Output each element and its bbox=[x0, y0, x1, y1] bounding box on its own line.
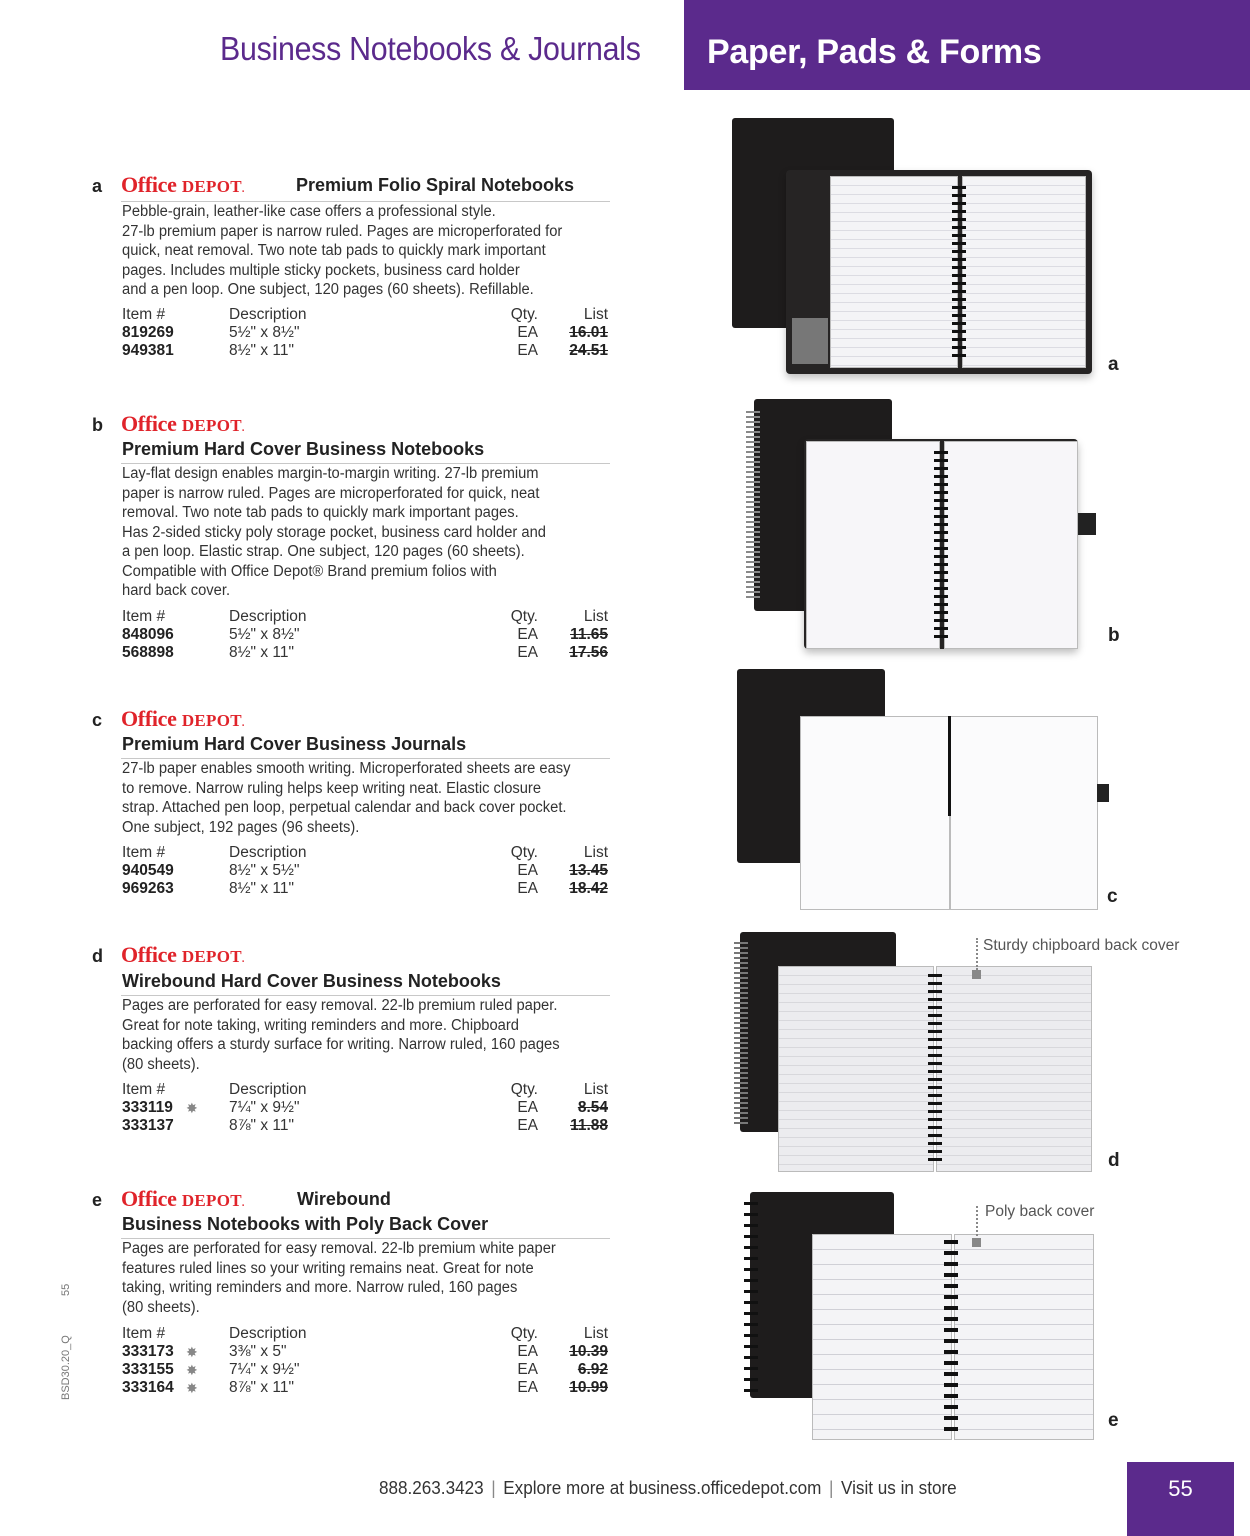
product-title: Premium Folio Spiral Notebooks bbox=[296, 175, 575, 195]
image-label: e bbox=[1108, 1410, 1119, 1431]
callout-marker bbox=[972, 970, 981, 979]
product-title-line-1: Wirebound bbox=[297, 1189, 391, 1209]
notebook-page-right bbox=[954, 1234, 1094, 1440]
table-header: Item # Description Qty. List bbox=[122, 1081, 608, 1098]
table-row: 969263 8½" x 11" EA 18.42 bbox=[122, 880, 608, 897]
notebook-page-right bbox=[944, 441, 1078, 649]
table-header: Item # Description Qty. List bbox=[122, 306, 608, 323]
table-row: 940549 8½" x 5½" EA 13.45 bbox=[122, 862, 608, 879]
image-label: c bbox=[1107, 886, 1118, 907]
product-table bbox=[122, 1080, 608, 1135]
pen-loop bbox=[1078, 513, 1096, 535]
product-table bbox=[122, 607, 608, 662]
table-row: 333164 ✸ 8⅞" x 11" EA 10.99 bbox=[122, 1379, 608, 1396]
spiral-binding bbox=[934, 451, 948, 641]
spiral-binding bbox=[944, 1240, 958, 1434]
section-title: Business Notebooks & Journals bbox=[220, 30, 641, 67]
product-table bbox=[122, 843, 608, 898]
product-image-a bbox=[730, 118, 1150, 388]
page-number: 55 bbox=[1168, 1476, 1193, 1501]
footer: 888.263.3423 | Explore more at business.officedepot.com | Visit us in store bbox=[379, 1478, 957, 1498]
product-description: Lay-flat design enables margin-to-margin writing. 27-lb premium paper is narrow ruled. Pages are microperforated for quick, neat removal. Two note tab pads to quickly mark important pages. Has 2-sided sticky poly storage pocket, business card holder and a pen loop. Elastic strap. One subject, 120 pages (60 sheets). Compatible with Office Depot® Brand premium folios with hard back cover. bbox=[122, 465, 546, 599]
callout-label: Sturdy chipboard back cover bbox=[983, 937, 1180, 954]
journal-page-left bbox=[800, 716, 950, 910]
product-letter: d bbox=[92, 946, 103, 966]
product-title-line-2: Business Notebooks with Poly Back Cover bbox=[122, 1214, 489, 1234]
side-page-number: 55 bbox=[60, 1283, 72, 1296]
notebook-page-right bbox=[936, 966, 1092, 1172]
callout-marker bbox=[972, 1238, 981, 1247]
table-row: 333155 ✸ 7¼" x 9½" EA 6.92 bbox=[122, 1361, 608, 1378]
notebook-page-left bbox=[830, 176, 958, 368]
office-depot-logo: Office DEPOT. bbox=[121, 172, 245, 197]
office-depot-logo: Office DEPOT. bbox=[121, 1186, 245, 1211]
product-table bbox=[122, 305, 608, 360]
notebook-page-right bbox=[962, 176, 1086, 368]
product-description: Pebble-grain, leather-like case offers a professional style. 27-lb premium paper is narrow ruled. Pages are microperforated for quick, neat removal. Two note tab pads to quickly mark important pages. Includes multiple sticky pockets, business card holder and a pen loop. One subject, 120 pages (60 sheets). Refillable. bbox=[122, 203, 563, 298]
image-label: d bbox=[1108, 1150, 1120, 1171]
product-title: Wirebound Hard Cover Business Notebooks bbox=[122, 971, 501, 991]
table-header: Item # Description Qty. List bbox=[122, 1325, 608, 1342]
callout-pointer bbox=[976, 938, 978, 970]
new-item-icon: ✸ bbox=[186, 1380, 198, 1396]
table-row: 333173 ✸ 3⅜" x 5" EA 10.39 bbox=[122, 1343, 608, 1360]
table-row: 568898 8½" x 11" EA 17.56 bbox=[122, 644, 608, 661]
callout-label: Poly back cover bbox=[985, 1203, 1095, 1220]
product-letter: a bbox=[92, 176, 103, 196]
product-image-e bbox=[730, 1188, 1150, 1443]
category-banner bbox=[684, 0, 1250, 90]
image-label: b bbox=[1108, 625, 1120, 646]
notebook-page-left bbox=[806, 441, 940, 649]
table-row: 848096 5½" x 8½" EA 11.65 bbox=[122, 626, 608, 643]
table-header: Item # Description Qty. List bbox=[122, 608, 608, 625]
phone-number[interactable]: 888.263.3423 bbox=[379, 1478, 484, 1498]
product-title: Premium Hard Cover Business Journals bbox=[122, 734, 467, 754]
image-label: a bbox=[1108, 354, 1119, 375]
table-row: 819269 5½" x 8½" EA 16.01 bbox=[122, 324, 608, 341]
product-image-b bbox=[730, 395, 1150, 660]
product-description: 27-lb paper enables smooth writing. Microperforated sheets are easy to remove. Narrow ruling helps keep writing neat. Elastic closure strap. Attached pen loop, perpetual calendar and back cover pocket. One subject, 192 pages (96 sheets). bbox=[122, 760, 571, 836]
product-description: Pages are perforated for easy removal. 22-lb premium ruled paper. Great for note taking, writing reminders and more. Chipboard backing offers a sturdy surface for writing. Narrow ruled, 160 pages (80 sheets). bbox=[122, 997, 560, 1073]
website-link[interactable]: Explore more at business.officedepot.com bbox=[503, 1478, 822, 1498]
table-row: 949381 8½" x 11" EA 24.51 bbox=[122, 342, 608, 359]
notebook-page-left bbox=[812, 1234, 952, 1440]
office-depot-logo: Office DEPOT. bbox=[121, 411, 245, 436]
pen-loop bbox=[1097, 784, 1109, 802]
product-image-d bbox=[730, 928, 1200, 1173]
product-table bbox=[122, 1324, 608, 1397]
product-title: Premium Hard Cover Business Notebooks bbox=[122, 439, 485, 459]
product-letter: c bbox=[92, 710, 103, 730]
card-window bbox=[792, 318, 828, 364]
spiral-binding bbox=[928, 974, 942, 1162]
product-letter: b bbox=[92, 415, 103, 435]
notebook-page-left bbox=[778, 966, 934, 1172]
table-row: 333119 ✸ 7¼" x 9½" EA 8.54 bbox=[122, 1099, 608, 1116]
spiral-binding bbox=[952, 186, 966, 362]
new-item-icon: ✸ bbox=[186, 1362, 198, 1378]
product-description: Pages are perforated for easy removal. 22-lb premium white paper features ruled lines so your writing remains neat. Great for note taking, writing reminders and more. Narrow ruled, 160 pages (80 sheets). bbox=[122, 1240, 556, 1316]
spiral-binding bbox=[734, 942, 748, 1124]
category-title: Paper, Pads & Forms bbox=[707, 33, 1042, 71]
product-image-c bbox=[730, 668, 1150, 913]
new-item-icon: ✸ bbox=[186, 1344, 198, 1360]
spiral-binding bbox=[746, 411, 760, 601]
office-depot-logo: Office DEPOT. bbox=[121, 942, 245, 967]
page-number-box bbox=[1127, 1462, 1234, 1536]
visit-store: Visit us in store bbox=[841, 1478, 957, 1498]
table-row: 333137 8⅞" x 11" EA 11.88 bbox=[122, 1117, 608, 1134]
journal-page-right bbox=[950, 716, 1098, 910]
spiral-binding bbox=[744, 1202, 758, 1392]
table-header: Item # Description Qty. List bbox=[122, 844, 608, 861]
product-letter: e bbox=[92, 1190, 103, 1210]
new-item-icon: ✸ bbox=[186, 1100, 198, 1116]
catalog-code: BSD30.20_Q bbox=[60, 1335, 72, 1400]
bookmark-ribbon bbox=[948, 716, 951, 816]
office-depot-logo: Office DEPOT. bbox=[121, 706, 245, 731]
callout-pointer bbox=[976, 1206, 978, 1240]
